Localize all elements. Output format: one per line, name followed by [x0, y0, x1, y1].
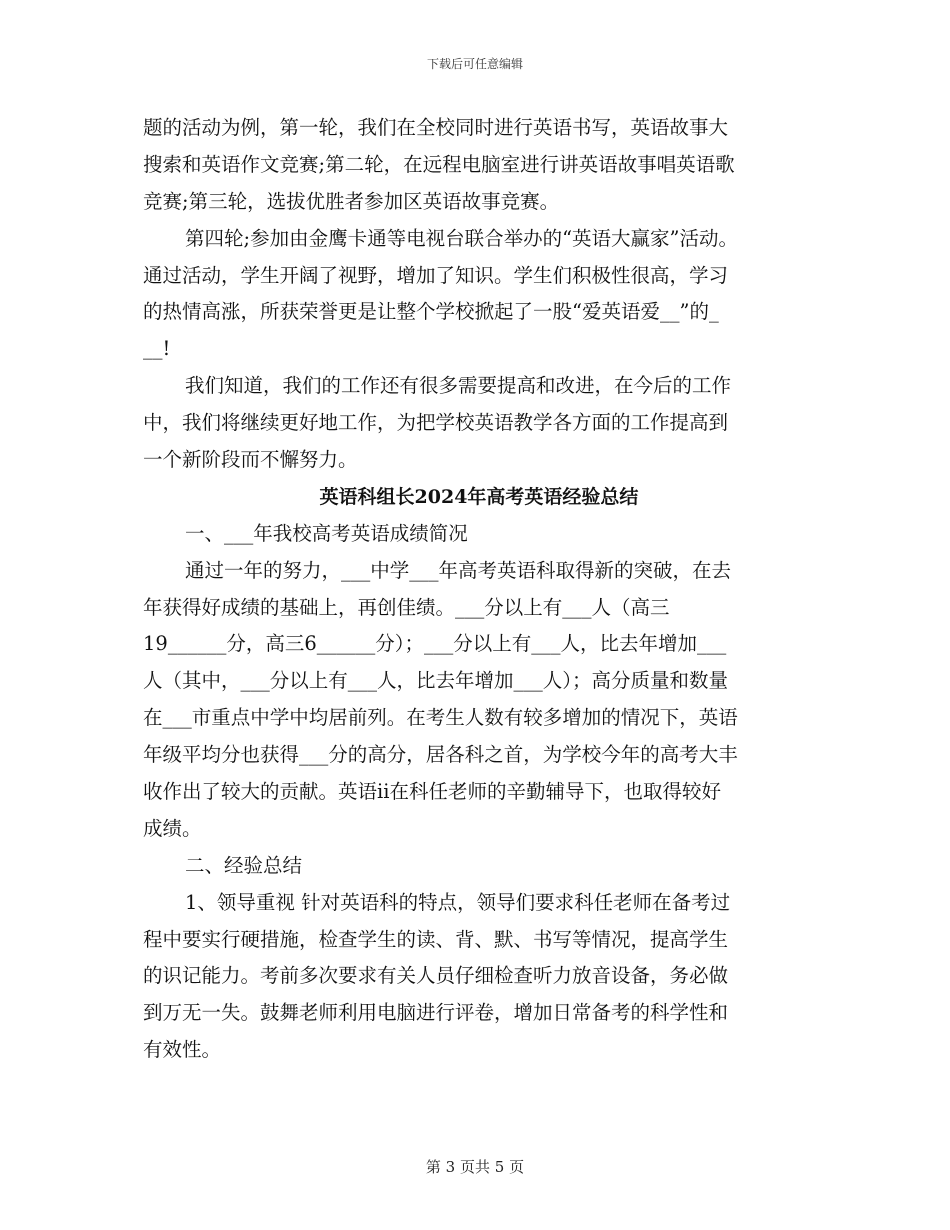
section-heading: 二、经验总结 [185, 853, 303, 877]
paragraph-line: 年获得好成绩的基础上，再创佳绩。___分以上有___人（高三 [143, 595, 670, 619]
paragraph-line: 搜索和英语作文竞赛;第二轮，在远程电脑室进行讲英语故事唱英语歌 [143, 152, 735, 176]
section-title: 英语科组长2024年高考英语经验总结 [319, 485, 639, 508]
paragraph-line: 的热情高涨，所获荣誉更是让整个学校掀起了一股“爱英语爱__”的_ [143, 300, 719, 324]
paragraph-line: 通过一年的努力，___中学___年高考英语科取得新的突破，在去 [185, 558, 732, 582]
paragraph-line: 收作出了较大的贡献。英语ii在科任老师的辛勤辅导下，也取得较好 [143, 780, 721, 804]
paragraph-line: 第四轮;参加由金鹰卡通等电视台联合举办的“英语大赢家”活动。 [185, 226, 739, 250]
paragraph-line: 的识记能力。考前多次要求有关人员仔细检查听力放音设备，务必做 [143, 964, 729, 988]
paragraph-line: 19______分，高三6______分）；___分以上有___人，比去年增加___ [143, 632, 727, 656]
paragraph-line: 题的活动为例，第一轮，我们在全校同时进行英语书写，英语故事大 [143, 116, 729, 139]
paragraph-line: 年级平均分也获得___分的高分，居各科之首，为学校今年的高考大丰 [143, 743, 738, 767]
paragraph-line: 中，我们将继续更好地工作，为把学校英语教学各方面的工作提高到 [143, 411, 729, 435]
paragraph-line: 到万无一失。鼓舞老师利用电脑进行评卷，增加日常备考的科学性和 [143, 1001, 729, 1025]
paragraph-line: __! [143, 337, 171, 361]
document-body [143, 110, 815, 1069]
paragraph-line: 一个新阶段而不懈努力。 [143, 448, 358, 472]
section-heading: 一、___年我校高考英语成绩简况 [185, 521, 468, 545]
paragraph-line: 通过活动，学生开阔了视野，增加了知识。学生们积极性很高，学习 [143, 263, 729, 287]
paragraph-line: 成绩。 [143, 816, 202, 840]
paragraph-line: 有效性。 [143, 1038, 222, 1062]
page-header: 下载后可任意编辑 [426, 57, 523, 71]
paragraph-line: 程中要实行硬措施，检查学生的读、背、默、书写等情况，提高学生 [143, 927, 729, 951]
paragraph-line: 在___市重点中学中均居前列。在考生人数有较多增加的情况下，英语 [143, 706, 738, 730]
paragraph-line: 竞赛;第三轮，选拔优胜者参加区英语故事竞赛。 [143, 189, 560, 213]
paragraph-line: 1、领导重视 针对英语科的特点，领导们要求科任老师在备考过 [185, 890, 731, 914]
paragraph-line: 我们知道，我们的工作还有很多需要提高和改进，在今后的工作 [185, 374, 732, 398]
paragraph-line: 人（其中，___分以上有___人，比去年增加___人）；高分质量和数量 [143, 669, 729, 693]
page-footer: 第 3 页共 5 页 [425, 1158, 525, 1176]
